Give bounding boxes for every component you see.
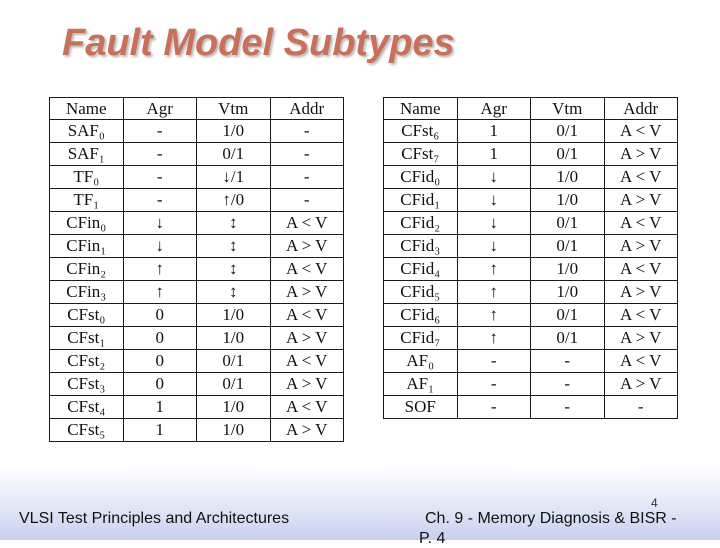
table-cell: CFid₆	[384, 304, 458, 327]
table-cell: ↕	[197, 212, 271, 235]
table-row	[50, 166, 344, 189]
table-cell: 1/0	[197, 327, 271, 350]
table-cell: ↕	[197, 258, 271, 281]
table-cell: -	[457, 350, 531, 373]
table-cell: CFin₀	[50, 212, 124, 235]
table-cell: ↕	[197, 281, 271, 304]
table-row	[50, 350, 344, 373]
table-cell: A < V	[604, 258, 678, 281]
table-cell: ↓	[123, 212, 197, 235]
table-cell: -	[531, 350, 605, 373]
table-cell: 0/1	[197, 373, 271, 396]
table-cell: -	[457, 373, 531, 396]
table-cell: 0/1	[531, 120, 605, 143]
page-number: 4	[651, 496, 658, 510]
table-cell: 1/0	[197, 304, 271, 327]
table-cell: CFst₄	[50, 396, 124, 419]
column-header: Name	[50, 98, 124, 120]
table-cell: A < V	[270, 350, 344, 373]
table-cell: ↓	[457, 212, 531, 235]
table-cell: 1/0	[531, 281, 605, 304]
table-cell: A > V	[604, 235, 678, 258]
table-cell: 1/0	[531, 258, 605, 281]
table-row	[384, 327, 678, 350]
table-cell: CFst₀	[50, 304, 124, 327]
table-cell: 1/0	[197, 120, 271, 143]
table-cell: ↕	[197, 235, 271, 258]
table-row	[50, 258, 344, 281]
table-cell: CFst₇	[384, 143, 458, 166]
table-cell: A < V	[270, 258, 344, 281]
table-body	[50, 120, 344, 442]
table-row	[384, 258, 678, 281]
table-cell: -	[531, 396, 605, 419]
table-cell: ↑	[457, 304, 531, 327]
table-cell: TF₀	[50, 166, 124, 189]
table-cell: 0	[123, 327, 197, 350]
table-row	[384, 396, 678, 419]
table-cell: 1/0	[531, 166, 605, 189]
table-cell: CFid₀	[384, 166, 458, 189]
table-cell: -	[123, 166, 197, 189]
table-row	[50, 304, 344, 327]
table-row	[50, 419, 344, 442]
table-row	[50, 396, 344, 419]
table-cell: ↓	[457, 166, 531, 189]
table-cell: A > V	[270, 327, 344, 350]
table-body	[384, 120, 678, 419]
column-header: Addr	[604, 98, 678, 120]
table-cell: A > V	[604, 327, 678, 350]
table-cell: A > V	[604, 189, 678, 212]
table-cell: CFst₁	[50, 327, 124, 350]
table-row	[50, 373, 344, 396]
table-cell: A > V	[270, 281, 344, 304]
footer-chapter-page: P. 4	[419, 530, 446, 547]
table-cell: 1	[123, 419, 197, 442]
table-cell: 1	[457, 120, 531, 143]
table-cell: 0/1	[531, 235, 605, 258]
table-cell: 0/1	[531, 143, 605, 166]
table-cell: ↑/0	[197, 189, 271, 212]
table-cell: ↓/1	[197, 166, 271, 189]
table-cell: -	[604, 396, 678, 419]
column-header: Vtm	[531, 98, 605, 120]
footer-book-title: VLSI Test Principles and Architectures	[19, 510, 290, 527]
table-row	[384, 189, 678, 212]
table-row	[384, 143, 678, 166]
table-cell: -	[123, 189, 197, 212]
table-cell: A > V	[604, 281, 678, 304]
table-row	[50, 212, 344, 235]
table-cell: A > V	[270, 373, 344, 396]
table-cell: CFst₂	[50, 350, 124, 373]
table-cell: ↓	[457, 235, 531, 258]
table-cell: A < V	[604, 212, 678, 235]
table-row	[384, 373, 678, 396]
table-cell: 0	[123, 350, 197, 373]
table-cell: SOF	[384, 396, 458, 419]
table-row	[50, 235, 344, 258]
table-cell: CFid₅	[384, 281, 458, 304]
table-cell: -	[270, 189, 344, 212]
table-cell: ↑	[457, 258, 531, 281]
table-header-row	[384, 98, 678, 120]
table-cell: A < V	[604, 166, 678, 189]
table-cell: -	[457, 396, 531, 419]
fault-table-left	[49, 97, 344, 442]
table-cell: -	[270, 120, 344, 143]
table-row	[50, 120, 344, 143]
table-row	[384, 281, 678, 304]
table-cell: A > V	[604, 373, 678, 396]
footer-chapter: Ch. 9 - Memory Diagnosis & BISR -	[425, 510, 677, 527]
table-cell: ↓	[457, 189, 531, 212]
fault-table-right	[383, 97, 678, 419]
table-cell: 0/1	[531, 212, 605, 235]
table-row	[50, 143, 344, 166]
column-header: Name	[384, 98, 458, 120]
table-cell: 1/0	[197, 419, 271, 442]
table-row	[50, 281, 344, 304]
table-cell: ↑	[123, 258, 197, 281]
column-header: Vtm	[197, 98, 271, 120]
table-row	[384, 235, 678, 258]
column-header: Addr	[270, 98, 344, 120]
table-cell: TF₁	[50, 189, 124, 212]
table-cell: A < V	[604, 304, 678, 327]
table-cell: 1/0	[531, 189, 605, 212]
table-cell: 1	[457, 143, 531, 166]
table-cell: A > V	[270, 235, 344, 258]
table-cell: CFid₇	[384, 327, 458, 350]
table-row	[50, 327, 344, 350]
table-cell: ↑	[123, 281, 197, 304]
table-row	[384, 212, 678, 235]
column-header: Agr	[123, 98, 197, 120]
column-header: Agr	[457, 98, 531, 120]
table-cell: CFst₃	[50, 373, 124, 396]
table-cell: ↑	[457, 281, 531, 304]
table-cell: ↑	[457, 327, 531, 350]
table-cell: A > V	[604, 143, 678, 166]
table-cell: 0/1	[531, 327, 605, 350]
table-row	[384, 304, 678, 327]
table-cell: CFst₆	[384, 120, 458, 143]
table-cell: A > V	[270, 419, 344, 442]
table-cell: -	[531, 373, 605, 396]
table-row	[50, 189, 344, 212]
table-cell: A < V	[604, 350, 678, 373]
table-cell: -	[123, 120, 197, 143]
table-cell: 0	[123, 304, 197, 327]
table-cell: 0	[123, 373, 197, 396]
table-cell: CFid₂	[384, 212, 458, 235]
table-cell: 0/1	[197, 143, 271, 166]
table-cell: CFin₁	[50, 235, 124, 258]
table-cell: CFid₄	[384, 258, 458, 281]
table-cell: 1/0	[197, 396, 271, 419]
table-cell: CFin₂	[50, 258, 124, 281]
table-cell: SAF₁	[50, 143, 124, 166]
table-cell: AF₁	[384, 373, 458, 396]
table-cell: ↓	[123, 235, 197, 258]
table-cell: SAF₀	[50, 120, 124, 143]
table-cell: A < V	[270, 304, 344, 327]
table-cell: CFid₃	[384, 235, 458, 258]
table-row	[384, 166, 678, 189]
table-cell: A < V	[270, 396, 344, 419]
table-cell: -	[270, 166, 344, 189]
table-header-row	[50, 98, 344, 120]
page-title: Fault Model Subtypes	[62, 22, 455, 64]
table-cell: CFst₅	[50, 419, 124, 442]
table-cell: A < V	[270, 212, 344, 235]
table-cell: -	[123, 143, 197, 166]
table-cell: 0/1	[197, 350, 271, 373]
table-cell: AF₀	[384, 350, 458, 373]
table-cell: CFin₃	[50, 281, 124, 304]
table-cell: 1	[123, 396, 197, 419]
table-cell: 0/1	[531, 304, 605, 327]
table-row	[384, 350, 678, 373]
table-cell: A < V	[604, 120, 678, 143]
table-cell: CFid₁	[384, 189, 458, 212]
table-cell: -	[270, 143, 344, 166]
footer-band	[0, 466, 720, 540]
table-row	[384, 120, 678, 143]
